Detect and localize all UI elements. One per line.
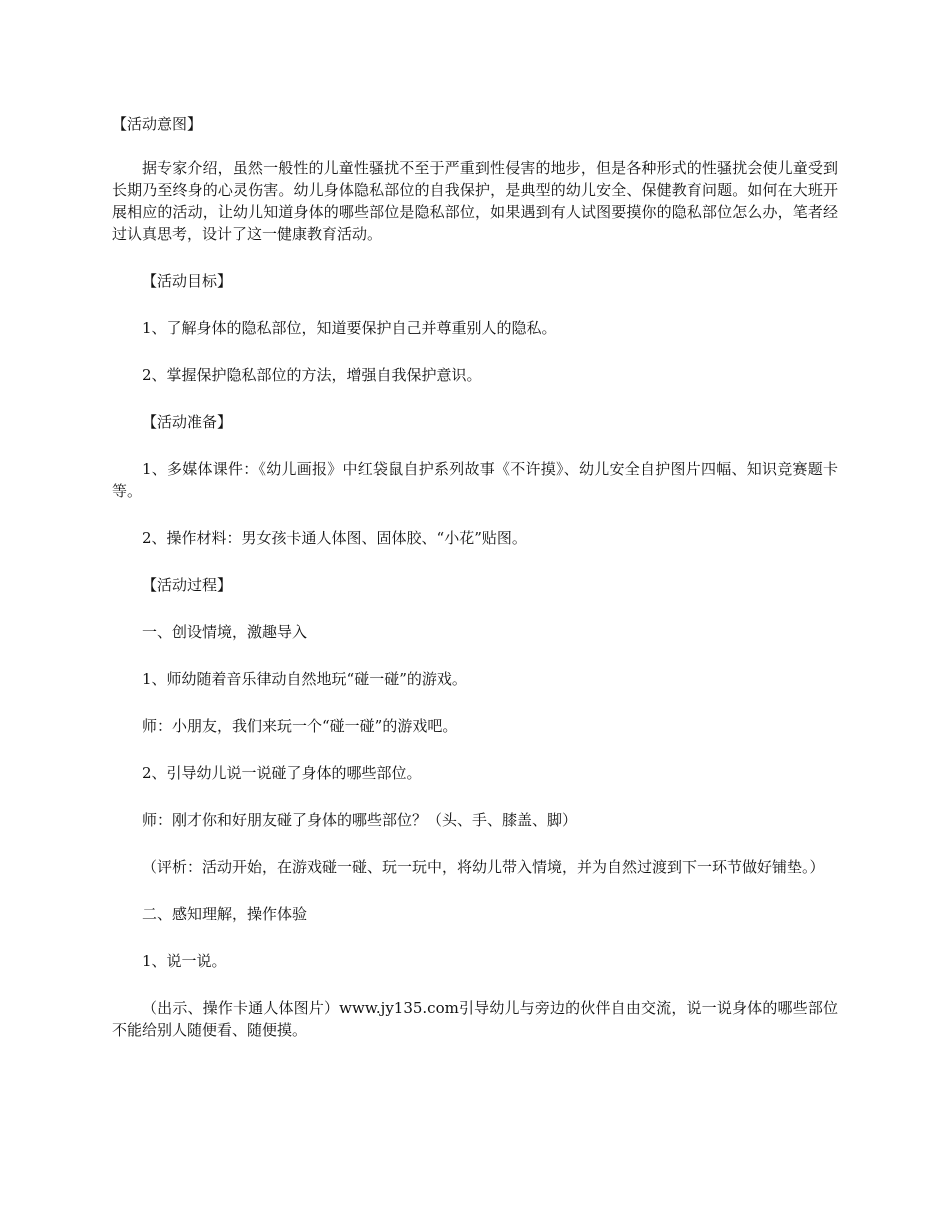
goal-item-2: 2、掌握保护隐私部位的方法，增强自我保护意识。 (142, 366, 482, 384)
process-step-2-heading: 二、感知理解，操作体验 (142, 905, 308, 923)
process-step-1-heading: 一、创设情境，激趣导入 (142, 623, 308, 641)
intent-paragraph: 据专家介绍，虽然一般性的儿童性骚扰不至于严重到性侵害的地步，但是各种形式的性骚扰会使儿童受到长期乃至终身的心灵伤害。幼儿身体隐私部位的自我保护，是典型的幼儿安全、保健教育问题。如何在大班开展相应的活动，让幼儿知道身体的哪些部位是隐私部位，如果遇到有人试图要摸你的隐私部位怎么办，笔者经过认真思考，设计了这一健康教育活动。 (112, 159, 838, 243)
section-heading-preparation: 【活动准备】 (142, 413, 233, 431)
section-heading-intent: 【活动意图】 (112, 115, 203, 133)
teacher-line: 师：小朋友，我们来玩一个“碰一碰”的游戏吧。 (142, 717, 458, 735)
commentary-paragraph: （评析：活动开始，在游戏碰一碰、玩一玩中，将幼儿带入情境，并为自然过渡到下一环节做好铺垫。） (142, 858, 825, 876)
teacher-line: 师：刚才你和好朋友碰了身体的哪些部位？（头、手、膝盖、脚） (142, 811, 578, 829)
document-page (112, 113, 838, 1066)
goal-item-1: 1、了解身体的隐私部位，知道要保护自己并尊重别人的隐私。 (142, 319, 557, 337)
section-heading-process: 【活动过程】 (142, 576, 233, 594)
process-item: 1、师幼随着音乐律动自然地玩“碰一碰”的游戏。 (142, 670, 467, 688)
process-paragraph: （出示、操作卡通人体图片）www.jy135.com引导幼儿与旁边的伙伴自由交流，说一说身体的哪些部位不能给别人随便看、随便摸。 (112, 999, 838, 1039)
process-item: 1、说一说。 (142, 952, 227, 970)
section-heading-goals: 【活动目标】 (142, 272, 233, 290)
preparation-item-2: 2、操作材料：男女孩卡通人体图、固体胶、“小花”贴图。 (142, 529, 527, 547)
preparation-item-1: 1、多媒体课件：《幼儿画报》中红袋鼠自护系列故事《不许摸》、幼儿安全自护图片四幅、知识竞赛题卡等。 (112, 460, 838, 500)
process-item: 2、引导幼儿说一说碰了身体的哪些部位。 (142, 764, 422, 782)
